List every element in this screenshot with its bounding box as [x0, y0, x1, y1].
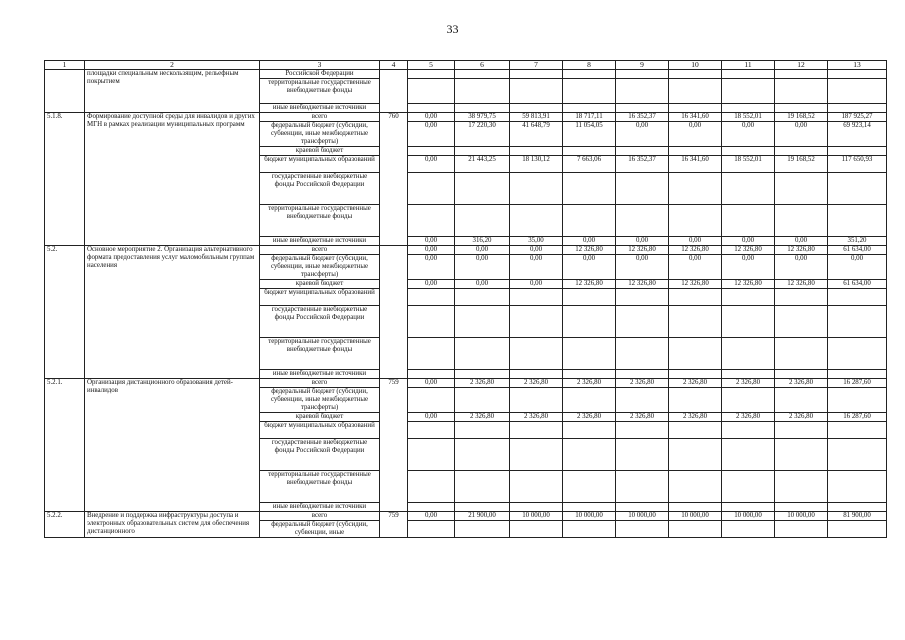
funding-source: государственные внебюджетные фонды Российской Федерации	[260, 439, 380, 471]
amount-cell: 10 000,00	[616, 512, 669, 521]
amount-cell: 0,00	[455, 246, 510, 255]
amount-cell: 0,00	[616, 122, 669, 147]
amount-cell	[669, 422, 722, 439]
amount-cell	[722, 338, 775, 370]
amount-cell	[828, 147, 887, 156]
funding-source: территориальные государственные внебюджетные фонды	[260, 205, 380, 237]
amount-cell	[669, 503, 722, 512]
amount-cell	[563, 503, 616, 512]
amount-cell: 0,00	[408, 413, 455, 422]
amount-cell: 10 000,00	[722, 512, 775, 521]
amount-cell: 2 326,80	[722, 379, 775, 388]
amount-cell	[408, 521, 455, 538]
header-cell: 9	[616, 61, 669, 70]
table-row	[45, 113, 887, 122]
amount-cell: 12 326,80	[616, 280, 669, 289]
executor-code: 759	[380, 379, 408, 512]
amount-cell: 12 326,80	[722, 246, 775, 255]
amount-cell	[669, 521, 722, 538]
table-row	[45, 379, 887, 388]
amount-cell: 117 650,93	[828, 156, 887, 173]
amount-cell: 0,00	[828, 255, 887, 280]
amount-cell	[510, 521, 563, 538]
amount-cell	[775, 338, 828, 370]
amount-cell	[510, 370, 563, 379]
funding-source: иные внебюджетные источники	[260, 104, 380, 113]
amount-cell	[408, 147, 455, 156]
amount-cell	[828, 79, 887, 104]
amount-cell: 0,00	[455, 255, 510, 280]
amount-cell	[828, 205, 887, 237]
amount-cell: 2 326,80	[510, 413, 563, 422]
amount-cell	[828, 289, 887, 306]
funding-source: территориальные государственные внебюджетные фонды	[260, 338, 380, 370]
budget-table	[44, 60, 887, 538]
amount-cell: 0,00	[408, 280, 455, 289]
header-cell: 4	[380, 61, 408, 70]
header-row	[45, 61, 887, 70]
amount-cell	[775, 306, 828, 338]
amount-cell: 61 634,00	[828, 246, 887, 255]
amount-cell: 19 168,52	[775, 113, 828, 122]
amount-cell	[828, 439, 887, 471]
amount-cell	[722, 173, 775, 205]
amount-cell	[408, 104, 455, 113]
amount-cell: 0,00	[722, 237, 775, 246]
amount-cell: 0,00	[563, 237, 616, 246]
amount-cell	[455, 471, 510, 503]
amount-cell	[408, 205, 455, 237]
funding-source: федеральный бюджет (субсидии, субвенции, иные межбюджетные трансферты)	[260, 255, 380, 280]
amount-cell: 2 326,80	[616, 413, 669, 422]
amount-cell	[722, 439, 775, 471]
amount-cell: 0,00	[408, 246, 455, 255]
amount-cell	[828, 173, 887, 205]
amount-cell	[828, 388, 887, 413]
amount-cell	[669, 388, 722, 413]
amount-cell	[510, 422, 563, 439]
amount-cell: 0,00	[408, 512, 455, 521]
funding-source: краевой бюджет	[260, 280, 380, 289]
amount-cell	[563, 306, 616, 338]
amount-cell: 12 326,80	[669, 246, 722, 255]
amount-cell	[510, 173, 563, 205]
amount-cell	[669, 289, 722, 306]
table-row	[45, 70, 887, 79]
funding-source: всего	[260, 113, 380, 122]
table-body	[45, 70, 887, 538]
amount-cell	[669, 306, 722, 338]
funding-source: краевой бюджет	[260, 413, 380, 422]
amount-cell: 16 341,60	[669, 156, 722, 173]
amount-cell: 0,00	[616, 237, 669, 246]
amount-cell	[510, 388, 563, 413]
amount-cell: 0,00	[408, 379, 455, 388]
amount-cell: 2 326,80	[775, 379, 828, 388]
amount-cell	[722, 70, 775, 79]
amount-cell: 12 326,80	[616, 246, 669, 255]
amount-cell	[669, 104, 722, 113]
item-name: Внедрение и поддержка инфраструктуры доступа и электронных образовательных систем для обеспечения дистанционного	[85, 512, 260, 538]
amount-cell	[563, 104, 616, 113]
amount-cell: 0,00	[408, 113, 455, 122]
amount-cell	[775, 104, 828, 113]
amount-cell: 0,00	[722, 122, 775, 147]
amount-cell: 2 326,80	[775, 413, 828, 422]
amount-cell	[563, 79, 616, 104]
amount-cell: 19 168,52	[775, 156, 828, 173]
amount-cell	[669, 439, 722, 471]
amount-cell: 12 326,80	[563, 280, 616, 289]
executor-code	[380, 246, 408, 379]
amount-cell	[722, 521, 775, 538]
amount-cell	[669, 370, 722, 379]
amount-cell	[455, 79, 510, 104]
amount-cell	[722, 503, 775, 512]
amount-cell: 0,00	[669, 255, 722, 280]
amount-cell: 2 326,80	[563, 379, 616, 388]
amount-cell	[669, 173, 722, 205]
amount-cell: 18 717,11	[563, 113, 616, 122]
amount-cell	[455, 388, 510, 413]
amount-cell	[408, 439, 455, 471]
funding-source: федеральный бюджет (субсидии, субвенции, иные межбюджетные трансферты)	[260, 388, 380, 413]
funding-source: федеральный бюджет (субсидии, субвенции, иные	[260, 521, 380, 538]
amount-cell: 0,00	[510, 246, 563, 255]
amount-cell	[563, 439, 616, 471]
header-cell: 1	[45, 61, 85, 70]
header-cell: 5	[408, 61, 455, 70]
amount-cell: 61 634,00	[828, 280, 887, 289]
header-cell: 10	[669, 61, 722, 70]
amount-cell	[828, 503, 887, 512]
item-number: 5.1.8.	[45, 113, 85, 246]
amount-cell	[563, 338, 616, 370]
item-name: площадки специальным нескользящим, рельефным покрытием	[85, 70, 260, 113]
amount-cell: 18 552,01	[722, 156, 775, 173]
item-name: Основное мероприятие 2. Организация альтернативного формата предоставления услуг маломобильным группам населения	[85, 246, 260, 379]
amount-cell	[455, 439, 510, 471]
funding-source: государственные внебюджетные фонды Российской Федерации	[260, 306, 380, 338]
amount-cell: 16 287,60	[828, 379, 887, 388]
amount-cell	[775, 471, 828, 503]
amount-cell	[408, 503, 455, 512]
amount-cell	[616, 79, 669, 104]
funding-source: территориальные государственные внебюджетные фонды	[260, 79, 380, 104]
header-cell: 13	[828, 61, 887, 70]
table-row	[45, 512, 887, 521]
amount-cell	[775, 422, 828, 439]
amount-cell	[828, 338, 887, 370]
amount-cell	[616, 503, 669, 512]
funding-source: всего	[260, 512, 380, 521]
item-number	[45, 70, 85, 113]
amount-cell	[616, 422, 669, 439]
amount-cell	[455, 104, 510, 113]
amount-cell: 21 900,00	[455, 512, 510, 521]
amount-cell	[616, 338, 669, 370]
amount-cell	[510, 338, 563, 370]
amount-cell	[408, 338, 455, 370]
amount-cell	[563, 289, 616, 306]
amount-cell	[616, 370, 669, 379]
amount-cell	[722, 205, 775, 237]
amount-cell: 16 352,37	[616, 156, 669, 173]
amount-cell: 2 326,80	[563, 413, 616, 422]
executor-code	[380, 70, 408, 113]
amount-cell	[408, 471, 455, 503]
amount-cell	[408, 422, 455, 439]
amount-cell: 2 326,80	[722, 413, 775, 422]
amount-cell	[455, 422, 510, 439]
amount-cell: 18 130,12	[510, 156, 563, 173]
amount-cell	[563, 388, 616, 413]
amount-cell	[455, 70, 510, 79]
amount-cell	[510, 147, 563, 156]
amount-cell	[510, 79, 563, 104]
amount-cell: 0,00	[669, 237, 722, 246]
amount-cell	[563, 521, 616, 538]
executor-code: 760	[380, 113, 408, 246]
amount-cell: 38 979,75	[455, 113, 510, 122]
amount-cell: 2 326,80	[669, 379, 722, 388]
amount-cell	[775, 147, 828, 156]
amount-cell	[775, 173, 828, 205]
amount-cell	[722, 289, 775, 306]
amount-cell	[722, 422, 775, 439]
header-cell: 2	[85, 61, 260, 70]
amount-cell: 2 326,80	[455, 413, 510, 422]
amount-cell: 10 000,00	[563, 512, 616, 521]
amount-cell	[775, 521, 828, 538]
amount-cell	[563, 147, 616, 156]
executor-code: 759	[380, 512, 408, 538]
amount-cell: 0,00	[408, 156, 455, 173]
amount-cell	[828, 70, 887, 79]
amount-cell	[616, 70, 669, 79]
funding-source: всего	[260, 246, 380, 255]
amount-cell	[828, 306, 887, 338]
amount-cell	[408, 79, 455, 104]
amount-cell: 12 326,80	[722, 280, 775, 289]
item-name: Организация дистанционного образования детей-инвалидов	[85, 379, 260, 512]
amount-cell	[563, 471, 616, 503]
amount-cell	[669, 471, 722, 503]
amount-cell	[510, 503, 563, 512]
amount-cell: 16 352,37	[616, 113, 669, 122]
amount-cell	[775, 503, 828, 512]
funding-source: иные внебюджетные источники	[260, 503, 380, 512]
amount-cell	[455, 289, 510, 306]
amount-cell	[828, 104, 887, 113]
amount-cell	[775, 79, 828, 104]
amount-cell: 17 220,30	[455, 122, 510, 147]
funding-source: Российской Федерации	[260, 70, 380, 79]
amount-cell	[616, 439, 669, 471]
amount-cell: 12 326,80	[563, 246, 616, 255]
amount-cell	[828, 422, 887, 439]
amount-cell	[455, 173, 510, 205]
header-cell: 7	[510, 61, 563, 70]
amount-cell: 0,00	[563, 255, 616, 280]
amount-cell	[563, 370, 616, 379]
amount-cell	[408, 306, 455, 338]
amount-cell	[616, 205, 669, 237]
funding-source: иные внебюджетные источники	[260, 370, 380, 379]
amount-cell: 16 341,60	[669, 113, 722, 122]
amount-cell	[455, 147, 510, 156]
amount-cell: 2 326,80	[455, 379, 510, 388]
amount-cell	[616, 289, 669, 306]
amount-cell	[455, 503, 510, 512]
amount-cell	[616, 306, 669, 338]
amount-cell	[722, 79, 775, 104]
amount-cell	[510, 471, 563, 503]
amount-cell	[408, 289, 455, 306]
amount-cell: 12 326,80	[775, 280, 828, 289]
amount-cell: 10 000,00	[669, 512, 722, 521]
amount-cell	[722, 147, 775, 156]
amount-cell	[616, 104, 669, 113]
amount-cell	[563, 70, 616, 79]
amount-cell: 0,00	[455, 280, 510, 289]
amount-cell	[563, 205, 616, 237]
amount-cell	[455, 205, 510, 237]
amount-cell	[722, 370, 775, 379]
amount-cell	[775, 388, 828, 413]
amount-cell: 11 054,05	[563, 122, 616, 147]
amount-cell	[775, 70, 828, 79]
amount-cell: 0,00	[616, 255, 669, 280]
funding-source: иные внебюджетные источники	[260, 237, 380, 246]
amount-cell	[408, 388, 455, 413]
funding-source: всего	[260, 379, 380, 388]
amount-cell: 21 443,25	[455, 156, 510, 173]
amount-cell	[722, 471, 775, 503]
amount-cell: 0,00	[408, 122, 455, 147]
amount-cell	[563, 173, 616, 205]
amount-cell: 2 326,80	[510, 379, 563, 388]
amount-cell	[510, 104, 563, 113]
amount-cell: 0,00	[408, 255, 455, 280]
amount-cell: 0,00	[775, 122, 828, 147]
amount-cell	[722, 306, 775, 338]
amount-cell	[616, 471, 669, 503]
amount-cell	[616, 388, 669, 413]
amount-cell	[510, 289, 563, 306]
amount-cell	[408, 173, 455, 205]
amount-cell: 10 000,00	[775, 512, 828, 521]
amount-cell	[563, 422, 616, 439]
amount-cell	[828, 471, 887, 503]
funding-source: бюджет муниципальных образований	[260, 289, 380, 306]
amount-cell	[510, 205, 563, 237]
funding-source: бюджет муниципальных образований	[260, 156, 380, 173]
amount-cell: 41 648,79	[510, 122, 563, 147]
amount-cell	[775, 370, 828, 379]
funding-source: краевой бюджет	[260, 147, 380, 156]
amount-cell	[408, 70, 455, 79]
amount-cell	[455, 338, 510, 370]
amount-cell: 0,00	[408, 237, 455, 246]
amount-cell	[510, 306, 563, 338]
amount-cell	[408, 370, 455, 379]
amount-cell: 16 287,60	[828, 413, 887, 422]
amount-cell: 187 925,27	[828, 113, 887, 122]
amount-cell: 35,00	[510, 237, 563, 246]
amount-cell	[669, 147, 722, 156]
funding-source: государственные внебюджетные фонды Российской Федерации	[260, 173, 380, 205]
amount-cell	[455, 306, 510, 338]
header-cell: 3	[260, 61, 380, 70]
amount-cell	[722, 388, 775, 413]
amount-cell: 81 900,00	[828, 512, 887, 521]
amount-cell	[669, 338, 722, 370]
amount-cell	[616, 521, 669, 538]
amount-cell	[775, 205, 828, 237]
table-row	[45, 246, 887, 255]
item-number: 5.2.2.	[45, 512, 85, 538]
amount-cell	[616, 147, 669, 156]
funding-source: территориальные государственные внебюджетные фонды	[260, 471, 380, 503]
amount-cell	[775, 289, 828, 306]
amount-cell: 59 813,91	[510, 113, 563, 122]
amount-cell	[669, 79, 722, 104]
amount-cell: 12 326,80	[775, 246, 828, 255]
funding-source: федеральный бюджет (субсидии, субвенции, иные межбюджетные трансферты)	[260, 122, 380, 147]
amount-cell	[828, 370, 887, 379]
amount-cell	[510, 439, 563, 471]
amount-cell: 351,20	[828, 237, 887, 246]
amount-cell	[455, 521, 510, 538]
amount-cell	[828, 521, 887, 538]
amount-cell: 18 552,01	[722, 113, 775, 122]
item-number: 5.2.1.	[45, 379, 85, 512]
amount-cell	[669, 70, 722, 79]
amount-cell: 2 326,80	[669, 413, 722, 422]
amount-cell: 0,00	[510, 255, 563, 280]
item-name: Формирование доступной среды для инвалидов и других МГН в рамках реализации муниципальных программ	[85, 113, 260, 246]
amount-cell: 7 663,06	[563, 156, 616, 173]
amount-cell: 0,00	[722, 255, 775, 280]
amount-cell: 0,00	[775, 237, 828, 246]
header-cell: 6	[455, 61, 510, 70]
amount-cell	[722, 104, 775, 113]
amount-cell	[455, 370, 510, 379]
amount-cell: 0,00	[669, 122, 722, 147]
funding-source: бюджет муниципальных образований	[260, 422, 380, 439]
amount-cell	[616, 173, 669, 205]
header-cell: 12	[775, 61, 828, 70]
amount-cell: 316,20	[455, 237, 510, 246]
header-cell: 11	[722, 61, 775, 70]
header-cell: 8	[563, 61, 616, 70]
amount-cell	[669, 205, 722, 237]
amount-cell: 10 000,00	[510, 512, 563, 521]
amount-cell: 69 923,14	[828, 122, 887, 147]
item-number: 5.2.	[45, 246, 85, 379]
amount-cell: 12 326,80	[669, 280, 722, 289]
amount-cell	[775, 439, 828, 471]
amount-cell: 0,00	[510, 280, 563, 289]
amount-cell	[510, 70, 563, 79]
page-number: 33	[446, 22, 459, 36]
amount-cell: 2 326,80	[616, 379, 669, 388]
amount-cell: 0,00	[775, 255, 828, 280]
